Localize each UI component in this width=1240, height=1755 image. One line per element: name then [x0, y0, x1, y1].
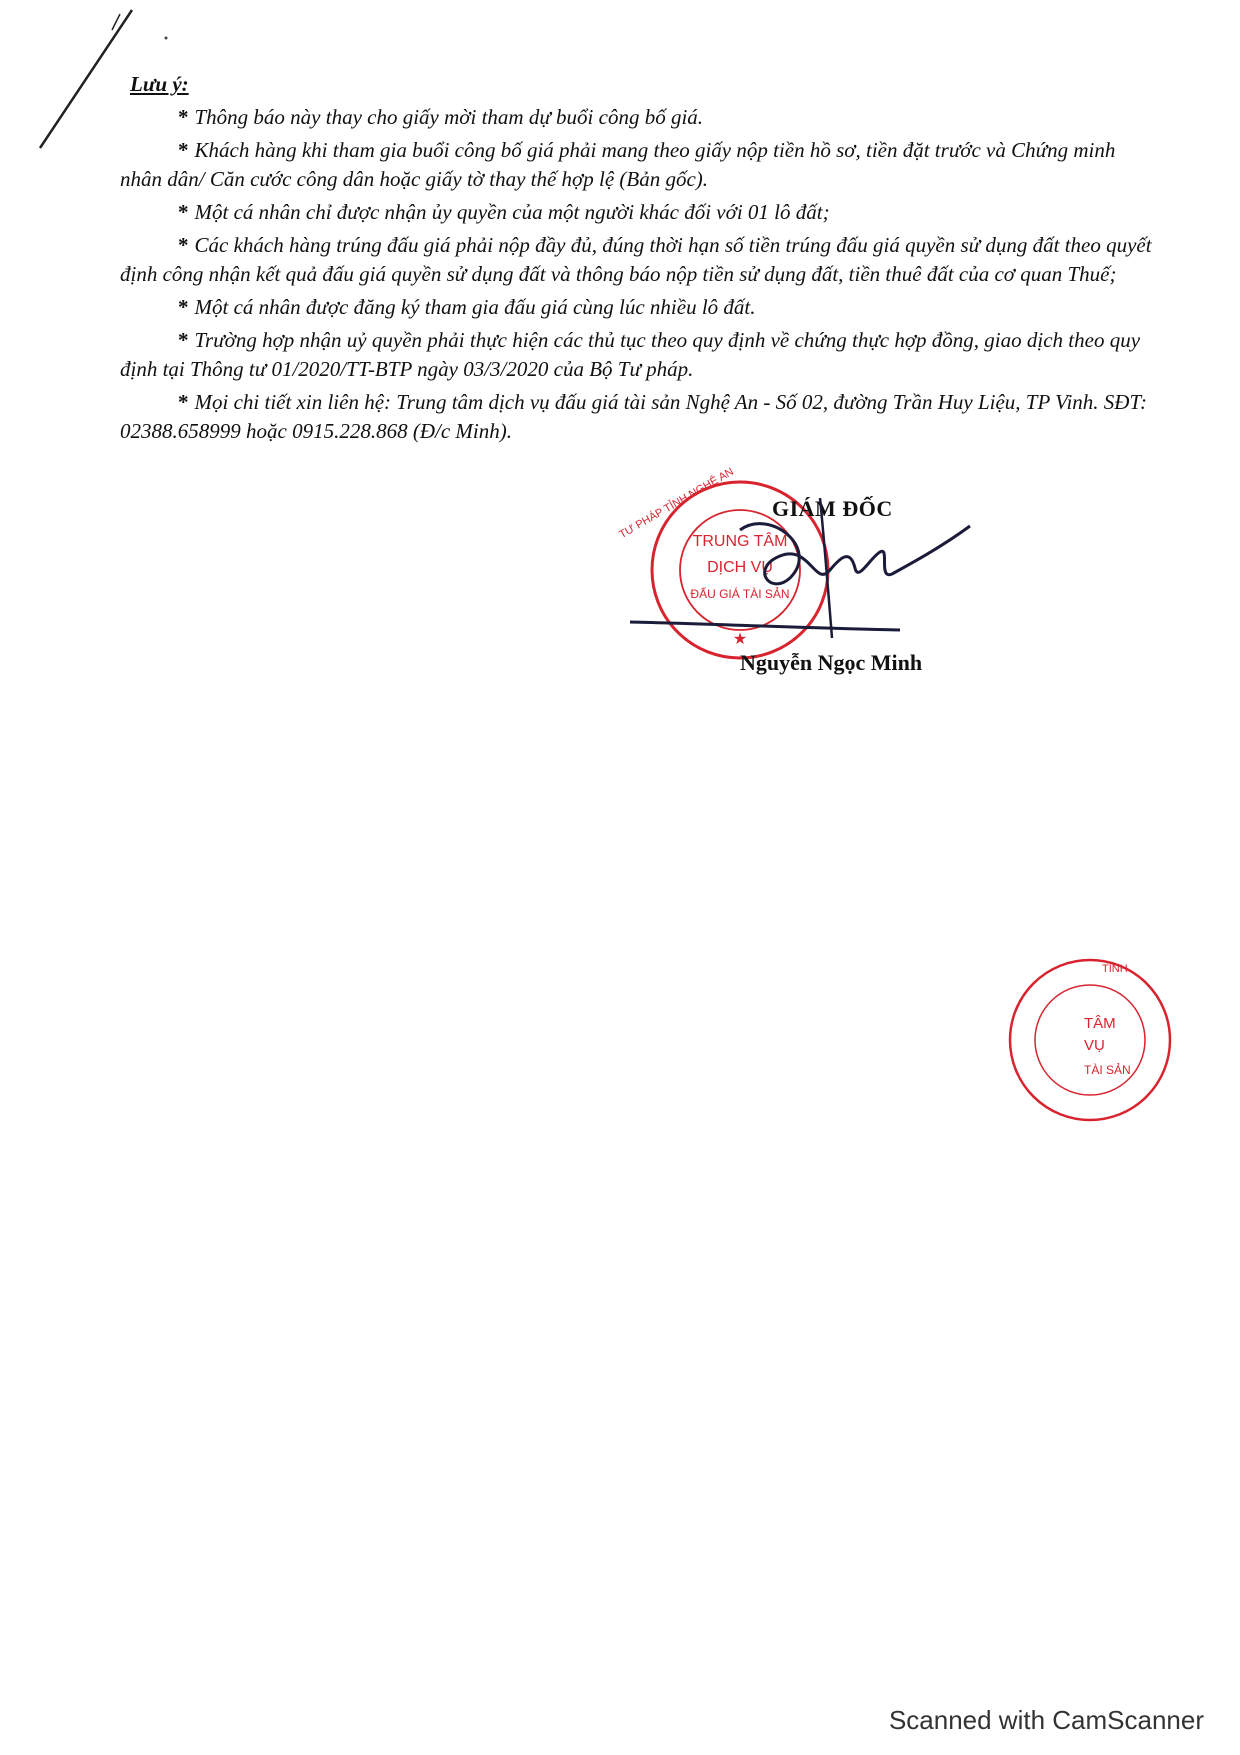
note-text: Khách hàng khi tham gia buổi công bố giá phải mang theo giấy nộp tiền hồ sơ, tiền đặt trước và Chứng minh nhân dân/ Căn cước công dân hoặc giấy tờ thay thế hợp lệ (Bản gốc).	[120, 138, 1116, 191]
note-text: Mọi chi tiết xin liên hệ: Trung tâm dịch vụ đấu giá tài sản Nghệ An - Số 02, đường Trần Huy Liệu, TP Vinh. SĐT: 02388.658999 hoặc 0915.228.868 (Đ/c Minh).	[120, 390, 1147, 443]
edge-seal-ring: TỈNH	[1102, 963, 1128, 975]
bullet-star: *	[178, 105, 189, 129]
note-item	[120, 136, 1160, 194]
edge-seal-line: VỤ	[1084, 1037, 1105, 1054]
bullet-star: *	[178, 233, 189, 257]
note-item	[120, 231, 1160, 289]
edge-seal-line: TÀI SẢN	[1084, 1063, 1131, 1077]
note-text: Thông báo này thay cho giấy mời tham dự buổi công bố giá.	[194, 105, 704, 129]
handwritten-signature	[640, 478, 960, 678]
scanner-watermark: Scanned with CamScanner	[888, 1705, 1204, 1735]
note-text: Các khách hàng trúng đấu giá phải nộp đầy đủ, đúng thời hạn số tiền trúng đấu giá quyền sử dụng đất theo quyết định công nhận kết quả đấu giá quyền sử dụng đất và thông báo nộp tiền sử dụng đất, tiền thuê đất của cơ quan Thuế;	[120, 233, 1152, 286]
edge-seal	[1060, 950, 1180, 1130]
note-text: Một cá nhân được đăng ký tham gia đấu giá cùng lúc nhiều lô đất.	[194, 295, 756, 319]
signature-block	[617, 465, 960, 688]
star-icon: ★	[732, 631, 748, 648]
signer-title: GIÁM ĐỐC	[772, 496, 893, 521]
note-item	[120, 103, 1160, 132]
note-item	[120, 326, 1160, 384]
note-item	[120, 198, 1160, 227]
edge-seal-line: TÂM	[1084, 1015, 1116, 1032]
bullet-star: *	[178, 390, 189, 414]
bullet-star: *	[178, 295, 189, 319]
seal-line: DỊCH VỤ	[707, 559, 773, 576]
note-text: Trường hợp nhận uỷ quyền phải thực hiện các thủ tục theo quy định về chứng thực hợp đồng, giao dịch theo quy định tại Thông tư 01/2020/TT-BTP ngày 03/3/2020 của Bộ Tư pháp.	[120, 328, 1141, 381]
seal-line: ĐẤU GIÁ TÀI SẢN	[690, 587, 790, 601]
note-text: Một cá nhân chỉ được nhận ủy quyền của một người khác đối với 01 lô đất;	[194, 200, 830, 224]
bullet-star: *	[178, 328, 189, 352]
bullet-star: *	[178, 200, 189, 224]
seal-line: TRUNG TÂM	[692, 533, 788, 550]
notes-section	[120, 70, 1160, 450]
note-item	[120, 388, 1160, 446]
notes-title: Lưu ý:	[130, 72, 189, 96]
signer-name: Nguyễn Ngọc Minh	[740, 650, 923, 675]
bullet-star: *	[178, 138, 189, 162]
note-item	[120, 293, 1160, 322]
seal-ring-text: TƯ PHÁP TỈNH NGHỆ AN	[617, 465, 736, 542]
